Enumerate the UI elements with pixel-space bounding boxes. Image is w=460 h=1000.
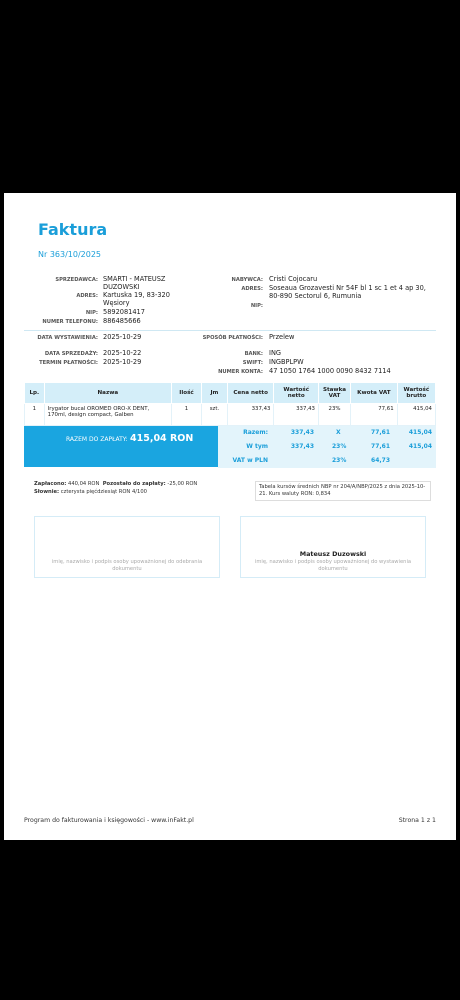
col-vat-rate: Stawka VAT bbox=[318, 383, 350, 404]
swift-label: SWIFT: bbox=[242, 360, 263, 366]
row-unit: szt. bbox=[202, 404, 228, 426]
payment-method-label: SPOSÓB PŁATNOŚCI: bbox=[202, 335, 263, 341]
col-name: Nazwa bbox=[44, 383, 171, 404]
wtym-rate: 23% bbox=[332, 443, 347, 450]
due-date-label: TERMIN PŁATNOŚCI: bbox=[39, 360, 98, 366]
remaining-value: -25,00 RON bbox=[167, 481, 198, 487]
total-due-label: RAZEM DO ZAPŁATY: bbox=[66, 436, 128, 443]
col-net-value: Wartość netto bbox=[274, 383, 319, 404]
payment-method: Przelew bbox=[269, 333, 295, 341]
razem-label: Razem: bbox=[243, 429, 268, 436]
total-due-strip bbox=[24, 453, 222, 467]
invoice-title: Faktura bbox=[38, 220, 108, 239]
invoice-page bbox=[4, 193, 456, 840]
row-name: Irygator bucal OROMED ORO-X DENT, 170ml, design compact, Galben bbox=[44, 404, 171, 426]
sum-row-wtym bbox=[218, 440, 436, 454]
due-date: 2025-10-29 bbox=[103, 358, 142, 366]
vatpln-label: VAT w PLN bbox=[232, 457, 268, 464]
account-label: NUMER KONTA: bbox=[218, 369, 263, 375]
buyer-label: NABYWCA: bbox=[231, 277, 263, 283]
issue-date: 2025-10-29 bbox=[103, 333, 142, 341]
seller-phone: 886485666 bbox=[103, 317, 141, 325]
row-net-value: 337,43 bbox=[274, 404, 319, 426]
wtym-label: W tym bbox=[246, 443, 268, 450]
sale-date-label: DATA SPRZEDAŻY: bbox=[44, 351, 98, 357]
row-qty: 1 bbox=[171, 404, 201, 426]
razem-gross: 415,04 bbox=[408, 429, 432, 436]
col-lp: Lp. bbox=[25, 383, 45, 404]
paid-label: Zapłacono: bbox=[34, 481, 67, 487]
wtym-vat: 77,61 bbox=[371, 443, 390, 450]
vatpln-vat: 64,73 bbox=[371, 457, 390, 464]
col-vat-amount: Kwota VAT bbox=[351, 383, 398, 404]
row-net-price: 337,43 bbox=[227, 404, 274, 426]
signature-box-receiver bbox=[34, 516, 220, 578]
seller-address: Kartuska 19, 83-320 Węsiory bbox=[103, 291, 170, 307]
bank: ING bbox=[269, 349, 281, 357]
razem-rate: X bbox=[336, 429, 341, 436]
paid-info bbox=[34, 481, 197, 487]
seller-nip: 5892081417 bbox=[103, 308, 145, 316]
issuer-name: Mateusz Duzowski bbox=[299, 550, 367, 558]
row-gross-value: 415,04 bbox=[397, 404, 435, 426]
bank-label: BANK: bbox=[244, 351, 263, 357]
row-vat-rate: 23% bbox=[318, 404, 350, 426]
row-vat-amount: 77,61 bbox=[351, 404, 398, 426]
seller-address-label: ADRES: bbox=[76, 293, 98, 299]
buyer-address: Soseaua Grozavesti Nr 54F bl 1 sc 1 et 4 ap 30, 80-890 Sectorul 6, Rumunia bbox=[269, 284, 426, 300]
items-table bbox=[24, 382, 436, 426]
wtym-gross: 415,04 bbox=[408, 443, 432, 450]
swift: INGBPLPW bbox=[269, 358, 304, 366]
words-label: Słownie: bbox=[34, 489, 60, 495]
seller-label: SPRZEDAWCA: bbox=[55, 277, 98, 283]
total-due-value: 415,04 RON bbox=[130, 433, 194, 444]
table-row bbox=[25, 404, 436, 426]
sale-date: 2025-10-22 bbox=[103, 349, 142, 357]
col-gross-value: Wartość brutto bbox=[397, 383, 435, 404]
col-unit: Jm bbox=[202, 383, 228, 404]
exchange-rate-note: Tabela kursów średnich NBP nr 204/A/NBP/2025 z dnia 2025-10-21. Kurs waluty RON: 0,834 bbox=[255, 481, 431, 501]
words-value: czterysta pięćdziesiąt RON 4/100 bbox=[60, 489, 147, 495]
col-net-price: Cena netto bbox=[227, 383, 274, 404]
sum-row-vat-pln bbox=[218, 454, 436, 468]
row-lp: 1 bbox=[25, 404, 45, 426]
seller-name: SMARTI - MATEUSZ DUZOWSKI bbox=[103, 275, 166, 291]
sum-row-razem bbox=[218, 426, 436, 440]
razem-vat: 77,61 bbox=[371, 429, 390, 436]
table-header-row bbox=[25, 383, 436, 404]
col-qty: Ilość bbox=[171, 383, 201, 404]
razem-net: 337,43 bbox=[290, 429, 314, 436]
issue-date-label: DATA WYSTAWIENIA: bbox=[37, 335, 98, 341]
receiver-signature-caption: imię, nazwisko i podpis osoby upoważnionej do odebrania dokumentu bbox=[51, 559, 203, 572]
footer-page: Strona 1 z 1 bbox=[398, 817, 436, 824]
buyer-address-label: ADRES: bbox=[241, 286, 263, 292]
seller-nip-label: NIP: bbox=[85, 310, 98, 316]
wtym-net: 337,43 bbox=[290, 443, 314, 450]
invoice-number: Nr 363/10/2025 bbox=[38, 250, 102, 259]
divider bbox=[24, 330, 436, 331]
signature-box-issuer bbox=[240, 516, 426, 578]
remaining-label: Pozostało do zapłaty: bbox=[102, 481, 166, 487]
amount-in-words bbox=[34, 489, 147, 495]
issuer-signature-caption: imię, nazwisko i podpis osoby upoważnionej do wystawienia dokumentu bbox=[254, 559, 412, 572]
paid-value: 440,04 RON bbox=[68, 481, 100, 487]
vatpln-rate: 23% bbox=[332, 457, 347, 464]
footer-left: Program do fakturowania i księgowości - www.inFakt.pl bbox=[24, 817, 194, 824]
seller-phone-label: NUMER TELEFONU: bbox=[42, 319, 98, 325]
buyer-name: Cristi Cojocaru bbox=[269, 275, 318, 283]
account-number: 47 1050 1764 1000 0090 8432 7114 bbox=[269, 367, 391, 375]
buyer-nip-label: NIP: bbox=[250, 303, 263, 309]
